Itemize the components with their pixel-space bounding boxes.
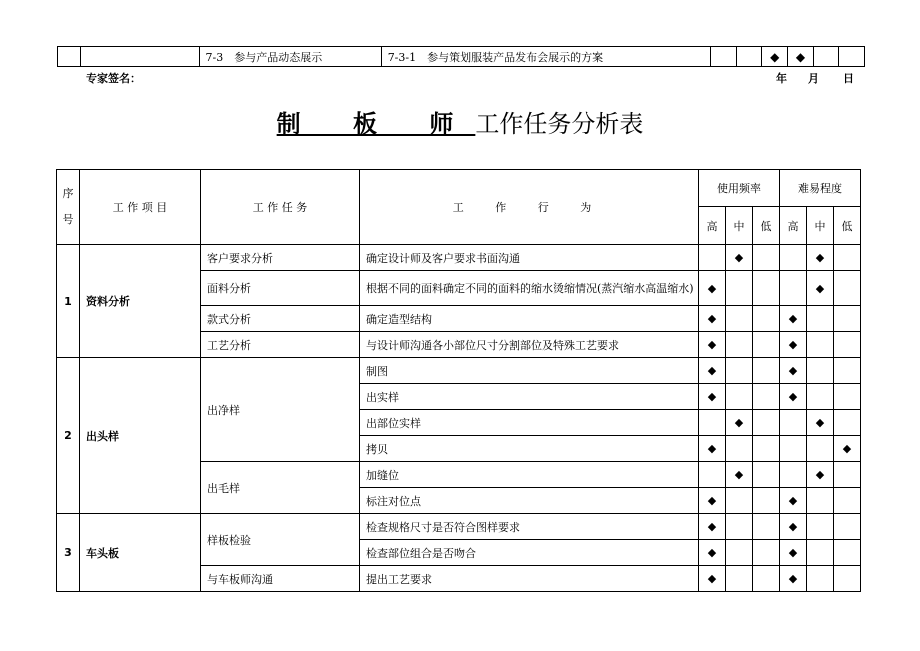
behavior-cell: 提出工艺要求 — [360, 566, 699, 592]
mark-cell: ◆ — [699, 358, 726, 384]
seq-cell: 3 — [57, 514, 80, 592]
behavior-cell: 检查规格尺寸是否符合图样要求 — [360, 514, 699, 540]
level-mid: 中 — [807, 207, 834, 245]
title-suffix: 工作任务分析表 — [475, 110, 644, 138]
mark-cell: ◆ — [780, 566, 807, 592]
mark-cell: ◆ — [807, 271, 834, 306]
mark-cell: ◆ — [788, 47, 814, 67]
mark-cell — [780, 436, 807, 462]
header-project: 工 作 项 目 — [80, 170, 201, 245]
task-cell: 客户要求分析 — [201, 245, 360, 271]
task-cell: 与车板师沟通 — [201, 566, 360, 592]
mark-cell — [753, 566, 780, 592]
mark-cell — [753, 540, 780, 566]
mark-cell — [726, 358, 753, 384]
mark-cell: ◆ — [780, 358, 807, 384]
mark-cell — [807, 332, 834, 358]
level-low: 低 — [753, 207, 780, 245]
mark-cell — [753, 358, 780, 384]
mark-cell — [807, 488, 834, 514]
mark-cell — [726, 332, 753, 358]
mark-cell — [753, 271, 780, 306]
mark-cell — [780, 410, 807, 436]
mark-cell — [726, 306, 753, 332]
mark-cell: ◆ — [726, 462, 753, 488]
mark-cell: ◆ — [780, 514, 807, 540]
mark-cell — [834, 462, 861, 488]
mark-cell — [834, 410, 861, 436]
title-role: 制 板 师 — [276, 110, 476, 138]
mark-cell — [726, 271, 753, 306]
header-row — [57, 170, 861, 207]
level-low: 低 — [834, 207, 861, 245]
date-year-label: 年 — [776, 72, 787, 85]
behavior-cell: 确定造型结构 — [360, 306, 699, 332]
mark-cell — [711, 47, 737, 67]
header-frequency: 使用频率 — [699, 170, 780, 207]
behavior-cell: 制图 — [360, 358, 699, 384]
table-row — [57, 358, 861, 384]
mark-cell — [813, 47, 839, 67]
header-seq: 序号 — [57, 170, 80, 245]
mark-cell: ◆ — [780, 306, 807, 332]
mark-cell — [726, 566, 753, 592]
mark-cell — [726, 384, 753, 410]
task-cell: 工艺分析 — [201, 332, 360, 358]
level-high: 高 — [699, 207, 726, 245]
task-analysis-table — [56, 169, 861, 592]
task-cell: 款式分析 — [201, 306, 360, 332]
mark-cell — [753, 514, 780, 540]
mark-cell — [753, 332, 780, 358]
mark-cell — [753, 384, 780, 410]
task-cell: 样板检验 — [201, 514, 360, 566]
mark-cell: ◆ — [807, 410, 834, 436]
mark-cell: ◆ — [780, 540, 807, 566]
behavior-cell: 标注对位点 — [360, 488, 699, 514]
behavior-cell: 拷贝 — [360, 436, 699, 462]
mark-cell — [807, 358, 834, 384]
date-month-label: 月 — [808, 72, 819, 85]
header-task: 工 作 任 务 — [201, 170, 360, 245]
mark-cell — [834, 332, 861, 358]
mark-cell — [726, 540, 753, 566]
mark-cell: ◆ — [699, 384, 726, 410]
mark-cell — [699, 410, 726, 436]
mark-cell — [834, 271, 861, 306]
top-item-a: 7-3 参与产品动态展示 — [199, 47, 381, 67]
task-cell: 面料分析 — [201, 271, 360, 306]
mark-cell — [753, 488, 780, 514]
mark-cell — [780, 245, 807, 271]
table-cell — [58, 47, 81, 67]
mark-cell — [699, 245, 726, 271]
mark-cell — [780, 462, 807, 488]
mark-cell — [807, 384, 834, 410]
mark-cell — [726, 436, 753, 462]
table-row — [57, 514, 861, 540]
table-row — [57, 245, 861, 271]
mark-cell: ◆ — [726, 245, 753, 271]
mark-cell: ◆ — [699, 566, 726, 592]
behavior-cell: 加缝位 — [360, 462, 699, 488]
header-difficulty: 难易程度 — [780, 170, 861, 207]
task-cell: 出净样 — [201, 358, 360, 462]
mark-cell — [753, 462, 780, 488]
date-day-label: 日 — [843, 72, 854, 85]
behavior-cell: 与设计师沟通各小部位尺寸分割部位及特殊工艺要求 — [360, 332, 699, 358]
mark-cell — [807, 540, 834, 566]
mark-cell — [780, 271, 807, 306]
mark-cell — [736, 47, 762, 67]
mark-cell — [807, 566, 834, 592]
mark-cell — [726, 514, 753, 540]
mark-cell — [726, 488, 753, 514]
mark-cell — [834, 488, 861, 514]
mark-cell: ◆ — [699, 306, 726, 332]
mark-cell — [807, 436, 834, 462]
project-cell: 车头板 — [80, 514, 201, 592]
mark-cell: ◆ — [699, 332, 726, 358]
mark-cell — [753, 436, 780, 462]
mark-cell: ◆ — [780, 384, 807, 410]
mark-cell: ◆ — [834, 436, 861, 462]
level-mid: 中 — [726, 207, 753, 245]
mark-cell — [834, 384, 861, 410]
behavior-cell: 检查部位组合是否吻合 — [360, 540, 699, 566]
mark-cell — [807, 306, 834, 332]
mark-cell: ◆ — [699, 514, 726, 540]
seq-cell: 1 — [57, 245, 80, 358]
project-cell: 资料分析 — [80, 245, 201, 358]
mark-cell — [834, 245, 861, 271]
mark-cell — [839, 47, 865, 67]
project-cell: 出头样 — [80, 358, 201, 514]
mark-cell: ◆ — [699, 540, 726, 566]
mark-cell — [834, 540, 861, 566]
mark-cell: ◆ — [807, 245, 834, 271]
behavior-cell: 出部位实样 — [360, 410, 699, 436]
mark-cell — [699, 462, 726, 488]
behavior-cell: 根据不同的面料确定不同的面料的缩水烫缩情况(蒸汽缩水高温缩水) — [360, 271, 699, 306]
mark-cell — [807, 514, 834, 540]
behavior-cell: 确定设计师及客户要求书面沟通 — [360, 245, 699, 271]
mark-cell — [753, 306, 780, 332]
mark-cell: ◆ — [780, 332, 807, 358]
task-cell: 出毛样 — [201, 462, 360, 514]
mark-cell: ◆ — [780, 488, 807, 514]
top-partial-table — [57, 46, 865, 67]
mark-cell — [753, 245, 780, 271]
mark-cell — [834, 306, 861, 332]
behavior-cell: 出实样 — [360, 384, 699, 410]
page-title — [0, 104, 920, 139]
seq-cell: 2 — [57, 358, 80, 514]
mark-cell — [753, 410, 780, 436]
mark-cell — [834, 358, 861, 384]
mark-cell — [834, 514, 861, 540]
mark-cell: ◆ — [699, 271, 726, 306]
expert-signature-label: 专家签名： — [86, 72, 141, 85]
header-behavior: 工 作 行 为 — [360, 170, 699, 245]
mark-cell — [834, 566, 861, 592]
mark-cell: ◆ — [726, 410, 753, 436]
mark-cell: ◆ — [699, 488, 726, 514]
level-high: 高 — [780, 207, 807, 245]
mark-cell: ◆ — [807, 462, 834, 488]
mark-cell: ◆ — [762, 47, 788, 67]
table-row — [58, 47, 865, 67]
table-cell — [80, 47, 199, 67]
top-item-b: 7-3-1 参与策划服装产品发布会展示的方案 — [381, 47, 711, 67]
mark-cell: ◆ — [699, 436, 726, 462]
